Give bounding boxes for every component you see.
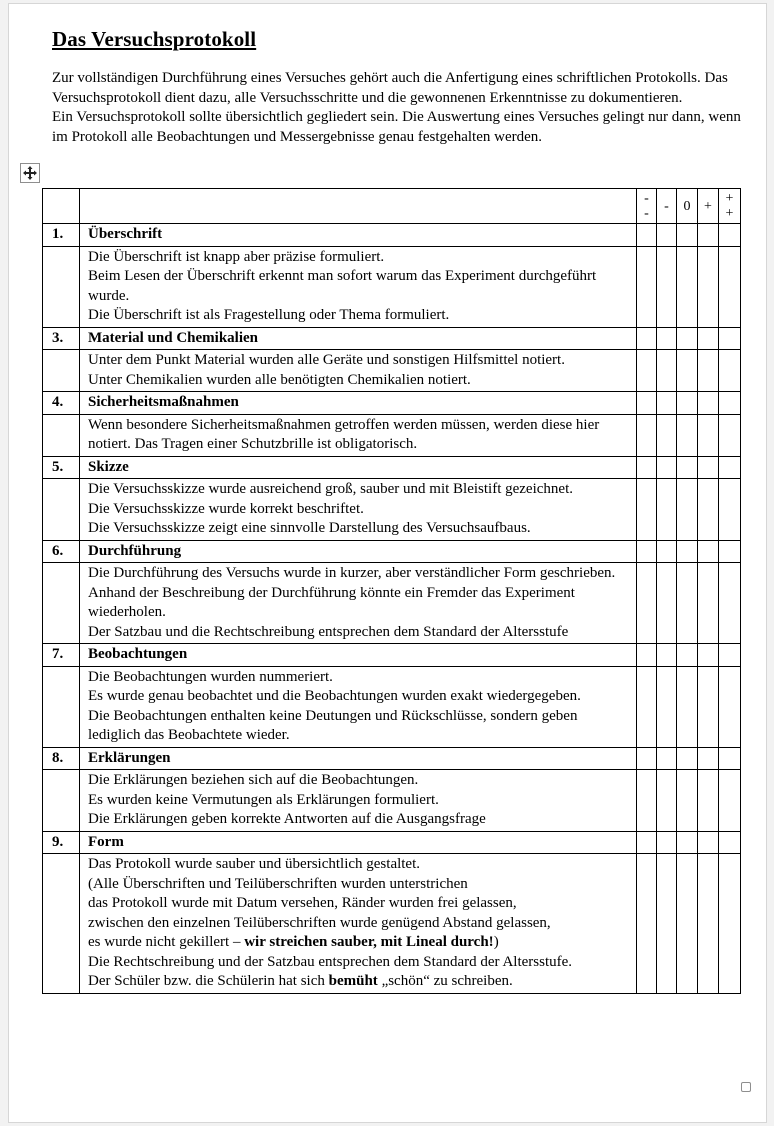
criterion-rating-minus[interactable] [657,854,677,994]
criterion-rating-plus-plus[interactable] [719,246,741,327]
criterion-emphasis: bemüht [328,973,378,989]
section-header-rating-zero[interactable] [677,456,698,479]
criterion-rating-plus[interactable] [698,770,719,832]
section-header-rating-minus-minus[interactable] [637,224,657,247]
criterion-line: Die Versuchsskizze wurde korrekt beschriftet. [88,500,364,517]
criterion-line: Der Satzbau und die Rechtschreibung entsprechen dem Standard der Altersstufe [88,623,569,640]
criterion-rating-minus-minus[interactable] [637,414,657,456]
criterion-rating-minus[interactable] [657,246,677,327]
criterion-emphasis: wir streichen sauber, mit Lineal durch! [244,934,494,950]
section-number: 9. [43,831,80,854]
section-content-row [43,770,741,832]
section-title: Skizze [80,456,637,479]
intro-paragraph-2: Ein Versuchsprotokoll sollte übersichtlich gegliedert sein. Die Auswertung eines Versuches gelingt nur dann, wenn im Protokoll alle Beobachtungen und Messergebnisse genau festgehalten werden. [52,109,741,145]
header-empty-num [43,189,80,224]
section-title: Beobachtungen [80,644,637,667]
section-number: 5. [43,456,80,479]
section-header-rating-minus[interactable] [657,540,677,563]
criterion-rating-zero[interactable] [677,246,698,327]
criterion-rating-minus-minus[interactable] [637,479,657,541]
criterion-rating-plus[interactable] [698,479,719,541]
criterion-line: zwischen den einzelnen Teilüberschriften wurde genügend Abstand gelassen, [88,914,551,931]
criterion-line: Wenn besondere Sicherheitsmaßnahmen getroffen werden müssen, werden diese hier notiert. Das Tragen einer Schutzbrille ist obligatorisch. [88,416,600,452]
section-header-rating-minus[interactable] [657,456,677,479]
section-content-num-cell [43,246,80,327]
criterion-rating-minus-minus[interactable] [637,770,657,832]
criterion-rating-plus[interactable] [698,350,719,392]
section-header-rating-minus[interactable] [657,644,677,667]
section-header-rating-plus-plus[interactable] [719,327,741,350]
criterion-rating-plus[interactable] [698,854,719,994]
criterion-line [88,933,630,953]
criterion-line: Die Beobachtungen enthalten keine Deutungen und Rückschlüsse, sondern geben lediglich das Beobachtete wieder. [88,707,578,743]
criterion-line: Die Versuchsskizze wurde ausreichend groß, sauber und mit Bleistift gezeichnet. [88,481,573,497]
criterion-rating-minus-minus[interactable] [637,350,657,392]
criterion-rating-minus[interactable] [657,770,677,832]
section-content-num-cell [43,414,80,456]
criterion-line: Die Erklärungen geben korrekte Antworten auf die Ausgangsfrage [88,811,486,827]
section-header-rating-minus-minus[interactable] [637,540,657,563]
criterion-rating-minus-minus[interactable] [637,666,657,747]
move-arrows-icon [22,165,38,181]
section-header-row [43,747,741,770]
section-header-rating-minus-minus[interactable] [637,327,657,350]
criterion-rating-minus[interactable] [657,666,677,747]
criterion-line: Die Versuchsskizze zeigt eine sinnvolle Darstellung des Versuchsaufbaus. [88,520,531,536]
criterion-rating-plus-plus[interactable] [719,666,741,747]
section-header-rating-zero[interactable] [677,224,698,247]
criterion-rating-minus[interactable] [657,563,677,644]
section-title: Überschrift [80,224,637,247]
section-header-rating-plus-plus[interactable] [719,540,741,563]
criterion-line: Es wurden keine Vermutungen als Erklärungen formuliert. [88,791,439,808]
section-content-num-cell [43,479,80,541]
section-content-row [43,563,741,644]
criterion-rating-minus-minus[interactable] [637,563,657,644]
section-header-row [43,831,741,854]
criterion-rating-minus[interactable] [657,350,677,392]
section-title: Material und Chemikalien [80,327,637,350]
criterion-rating-plus[interactable] [698,414,719,456]
intro-paragraph-1: Zur vollständigen Durchführung eines Versuches gehört auch die Anfertigung eines schriftlichen Protokolls. Das Versuchsprotokoll dient dazu, alle Versuchsschritte und die gewonnenen Erkenntnisse zu dokumentieren. [52,70,728,106]
section-header-rating-zero[interactable] [677,644,698,667]
table-move-handle[interactable] [20,163,40,183]
section-header-row [43,392,741,415]
section-header-rating-minus[interactable] [657,392,677,415]
section-header-rating-zero[interactable] [677,831,698,854]
criterion-rating-plus[interactable] [698,563,719,644]
criterion-line: Die Überschrift ist knapp aber präzise formuliert. [88,248,385,265]
section-criteria [80,563,637,644]
section-criteria [80,854,637,994]
criterion-rating-zero[interactable] [677,414,698,456]
criterion-rating-minus[interactable] [657,479,677,541]
section-header-rating-plus[interactable] [698,327,719,350]
section-header-row [43,327,741,350]
criterion-rating-zero[interactable] [677,350,698,392]
criterion-rating-zero[interactable] [677,854,698,994]
criterion-rating-plus-plus[interactable] [719,770,741,832]
criterion-rating-plus-plus[interactable] [719,854,741,994]
section-header-rating-plus-plus[interactable] [719,224,741,247]
section-content-row [43,350,741,392]
criterion-line: das Protokoll wurde mit Datum versehen, Ränder wurden frei gelassen, [88,895,517,911]
section-criteria [80,246,637,327]
section-header-rating-plus-plus[interactable] [719,747,741,770]
section-header-rating-plus-plus[interactable] [719,392,741,415]
section-header-rating-minus-minus[interactable] [637,456,657,479]
criterion-rating-plus[interactable] [698,246,719,327]
section-content-row [43,479,741,541]
section-number: 4. [43,392,80,415]
criterion-line: Unter dem Punkt Material wurden alle Geräte und sonstigen Hilfsmittel notiert. [88,352,565,368]
section-title: Form [80,831,637,854]
section-criteria [80,770,637,832]
criterion-line: Es wurde genau beobachtet und die Beobachtungen wurden exakt wiedergegeben. [88,688,581,704]
protocol-checklist-table [42,188,741,994]
rating-header-row [43,189,741,224]
section-header-row [43,644,741,667]
section-title: Durchführung [80,540,637,563]
page-title: Das Versuchsprotokoll [52,27,257,51]
criterion-rating-minus-minus[interactable] [637,246,657,327]
criterion-line: Die Durchführung des Versuchs wurde in kurzer, aber verständlicher Form geschrieben. [88,565,616,581]
criterion-rating-plus-plus[interactable] [719,479,741,541]
section-header-rating-plus[interactable] [698,747,719,770]
section-header-rating-zero[interactable] [677,540,698,563]
section-content-num-cell [43,666,80,747]
criterion-rating-minus[interactable] [657,414,677,456]
criterion-line: Anhand der Beschreibung der Durchführung könnte ein Fremder das Experiment wiederholen. [88,584,575,620]
section-number: 6. [43,540,80,563]
section-criteria [80,479,637,541]
section-content-row [43,414,741,456]
rating-header-plus: + [698,189,719,224]
section-header-rating-plus-plus[interactable] [719,644,741,667]
criterion-rating-zero[interactable] [677,563,698,644]
section-header-rating-plus[interactable] [698,456,719,479]
criterion-rating-plus-plus[interactable] [719,350,741,392]
rating-header-minus: - [657,189,677,224]
criterion-line: Beim Lesen der Überschrift erkennt man sofort warum das Experiment durchgeführt wurde. [88,268,597,304]
criterion-line: Unter Chemikalien wurden alle benötigten Chemikalien notiert. [88,371,471,388]
criterion-rating-zero[interactable] [677,770,698,832]
section-content-num-cell [43,563,80,644]
section-content-num-cell [43,854,80,994]
rating-header-zero: 0 [677,189,698,224]
section-header-rating-plus[interactable] [698,644,719,667]
criterion-text: ) [493,934,499,950]
section-header-rating-zero[interactable] [677,392,698,415]
intro-text [52,69,742,147]
section-criteria [80,666,637,747]
section-content-row [43,666,741,747]
section-header-rating-plus[interactable] [698,540,719,563]
section-header-rating-plus[interactable] [698,224,719,247]
criterion-text: es wurde nicht gekillert – [88,934,245,950]
section-header-rating-plus[interactable] [698,831,719,854]
section-number: 3. [43,327,80,350]
section-header-rating-zero[interactable] [677,747,698,770]
section-header-rating-minus[interactable] [657,747,677,770]
criterion-line: Die Beobachtungen wurden nummeriert. [88,668,333,685]
rating-header-minus-minus: - - [637,189,657,224]
section-criteria [80,414,637,456]
section-header-rating-minus[interactable] [657,831,677,854]
section-header-rating-minus-minus[interactable] [637,644,657,667]
section-title: Sicherheitsmaßnahmen [80,392,637,415]
section-header-rating-minus-minus[interactable] [637,747,657,770]
criterion-text: „schön“ zu schreiben. [377,973,513,989]
criterion-rating-zero[interactable] [677,479,698,541]
section-header-rating-plus-plus[interactable] [719,831,741,854]
section-header-rating-zero[interactable] [677,327,698,350]
criterion-line: Die Erklärungen beziehen sich auf die Beobachtungen. [88,772,419,788]
criterion-line: Die Rechtschreibung und der Satzbau entsprechen dem Standard der Altersstufe. [88,953,573,970]
table-resize-handle[interactable] [741,1082,751,1092]
section-header-rating-minus[interactable] [657,327,677,350]
section-header-row [43,456,741,479]
criterion-line [88,972,630,992]
section-content-num-cell [43,770,80,832]
section-number: 8. [43,747,80,770]
section-header-rating-minus[interactable] [657,224,677,247]
criterion-rating-plus-plus[interactable] [719,563,741,644]
criterion-rating-plus-plus[interactable] [719,414,741,456]
criterion-rating-plus[interactable] [698,666,719,747]
section-title: Erklärungen [80,747,637,770]
criterion-line: Die Überschrift ist als Fragestellung oder Thema formuliert. [88,307,450,323]
criterion-text: Der Schüler bzw. die Schülerin hat sich [88,973,329,989]
section-header-rating-minus-minus[interactable] [637,831,657,854]
criterion-line: (Alle Überschriften und Teilüberschriften wurden unterstrichen [88,875,468,892]
criterion-rating-minus-minus[interactable] [637,854,657,994]
criterion-line: Das Protokoll wurde sauber und übersichtlich gestaltet. [88,856,421,872]
section-header-rating-plus[interactable] [698,392,719,415]
section-header-rating-plus-plus[interactable] [719,456,741,479]
rating-header-plus-plus: + + [719,189,741,224]
section-number: 7. [43,644,80,667]
section-number: 1. [43,224,80,247]
section-header-row [43,540,741,563]
section-content-num-cell [43,350,80,392]
section-criteria [80,350,637,392]
section-header-rating-minus-minus[interactable] [637,392,657,415]
section-content-row [43,246,741,327]
section-content-row [43,854,741,994]
header-empty-desc [80,189,637,224]
section-header-row [43,224,741,247]
criterion-rating-zero[interactable] [677,666,698,747]
